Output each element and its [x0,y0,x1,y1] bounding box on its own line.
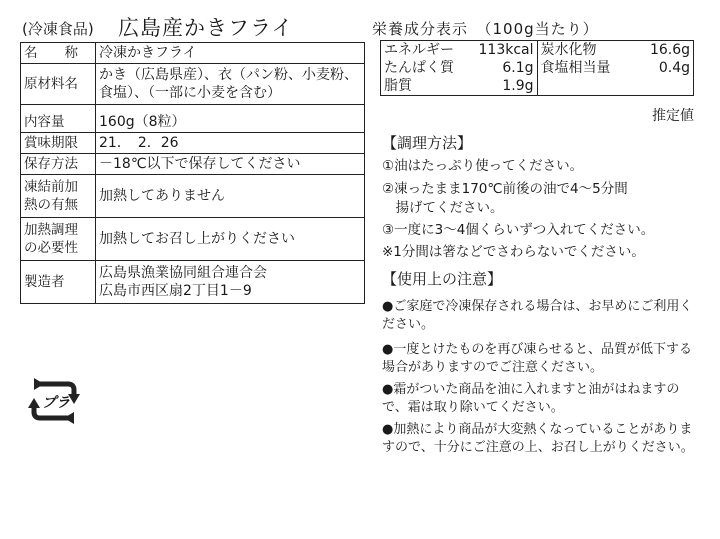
nutrition-right [537,41,694,96]
nutrition-label: たんぱく質 [384,60,454,76]
row-key-line: の必要性 [24,240,78,256]
nutrition-row [384,41,534,59]
table-row [21,64,365,105]
nutrition-value: 113kcal [478,42,534,58]
nutrition-value: 0.4g [658,60,690,76]
nutrition-label: 炭水化物 [540,42,597,58]
row-key: 賞味期限 [21,133,96,154]
row-key-line: 凍結前加 [24,179,78,195]
nutrition-row [541,59,691,77]
cautions-heading: 【使用上の注意】 [382,270,503,288]
nutrition-row [541,41,691,59]
product-category: (冷凍食品) [22,20,94,38]
row-key [21,175,96,218]
manufacturer-address: 広島市西区扇2丁目1－9 [99,283,252,299]
caution-item: ●一度とけたものを再び凍らせると、品質が低下する場合がありますのでご注意ください。 [382,342,692,375]
cooking-step: ※1分間は箸などでさわらないでください。 [382,244,645,260]
nutrition-left [381,41,538,96]
table-row [21,175,365,218]
table-row [21,105,365,133]
row-value: かき（広島県産）、衣（パン粉、小麦粉、食塩）、（一部に小麦を含む） [96,64,365,105]
nutrition-value: 16.6g [649,42,690,58]
table-row [21,133,365,154]
row-key-line: 加熱調理 [24,222,78,238]
recycle-mark-text: プラ [42,395,70,411]
cooking-step: 揚げてください。 [382,200,504,216]
nutrition-row [384,59,534,77]
row-value: 冷凍かきフライ [96,43,365,64]
row-value: －18℃以下で保存してください [96,154,365,175]
row-key [21,218,96,261]
cooking-heading: 【調理方法】 [382,134,473,152]
nutrition-label: 脂質 [384,78,412,94]
label-table [20,42,365,304]
row-key-line: 熱の有無 [24,197,78,213]
plastic-recycle-icon [26,376,82,426]
row-value: 160g（8粒） [96,105,365,133]
caution-item: ●加熱により商品が大変熱くなっていることがありますので、十分にご注意の上、お召し上がりください。 [382,422,694,455]
row-value: 加熱してありません [96,175,365,218]
row-key: 内容量 [21,105,96,133]
row-key: 原材料名 [21,64,96,105]
cooking-step: ①油はたっぷり使ってください。 [382,158,584,174]
nutrition-value: 1.9g [502,78,534,94]
nutrition-table [380,40,694,96]
table-row [21,261,365,304]
nutrition-heading: 栄養成分表示 （100g当たり） [372,20,599,38]
caution-item: ●ご家庭で冷凍保存される場合は、お早めにご利用ください。 [382,299,693,332]
row-value [96,261,365,304]
nutrition-note: 推定値 [652,108,694,124]
nutrition-label: 食塩相当量 [540,60,611,76]
caution-item: ●霜がついた商品を油に入れますと油がはねますので、霜は取り除いてください。 [382,382,680,415]
row-key: 名 称 [21,43,96,64]
manufacturer-name: 広島県漁業協同組合連合会 [99,265,267,281]
row-value: 加熱してお召し上がりください [96,218,365,261]
cooking-step: ②凍ったまま170℃前後の油で4～5分間 [382,181,628,197]
table-row [21,154,365,175]
cooking-step: ③一度に3～4個くらいずつ入れてください。 [382,222,655,238]
row-key: 保存方法 [21,154,96,175]
table-row [21,218,365,261]
nutrition-label: エネルギー [384,42,454,58]
product-title: 広島産かきフライ [118,16,294,40]
table-row [21,43,365,64]
nutrition-row [384,77,534,95]
nutrition-value: 6.1g [502,60,534,76]
row-key: 製造者 [21,261,96,304]
row-value: 21． 2．26 [96,133,365,154]
